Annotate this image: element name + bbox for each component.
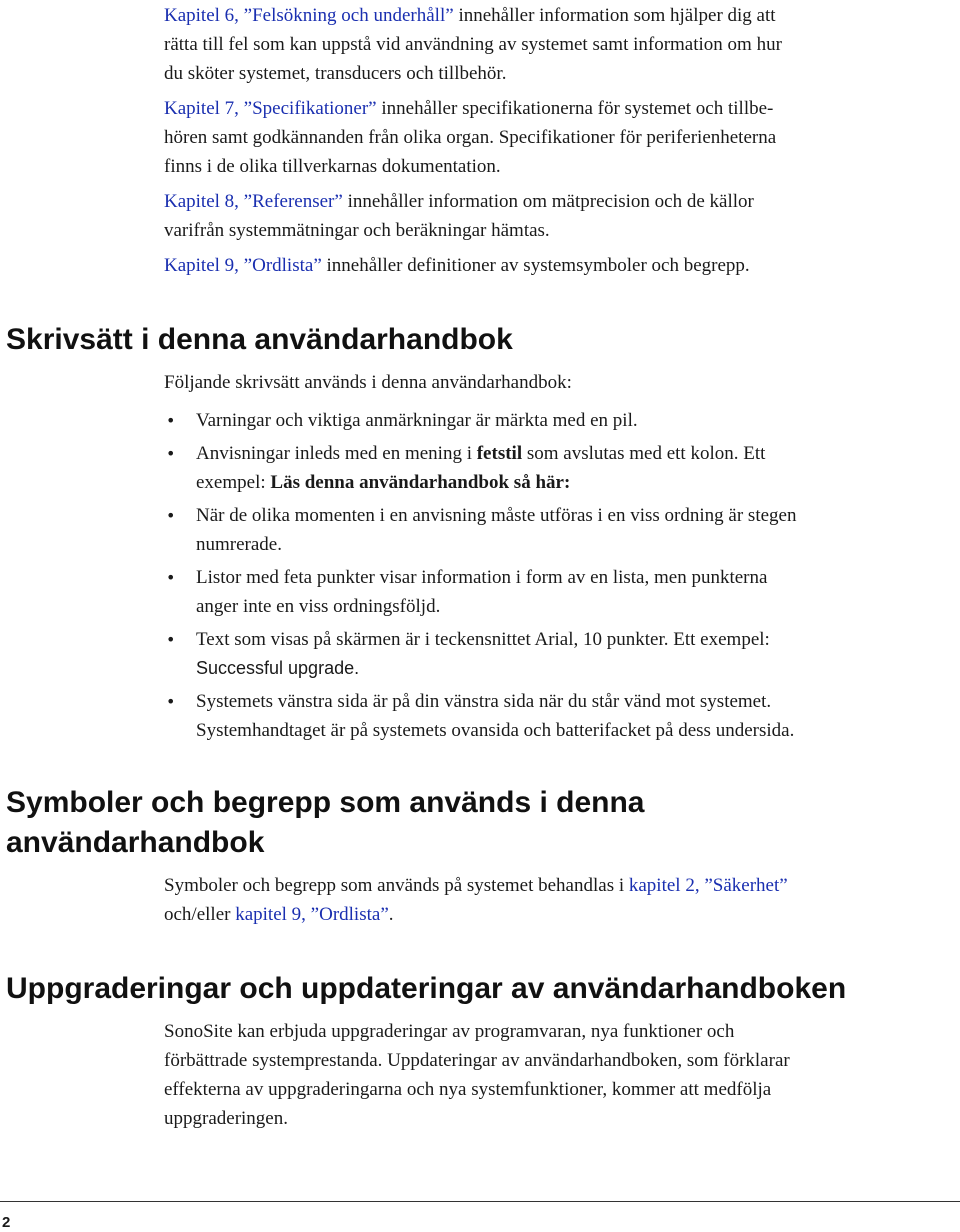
bullet-icon: • bbox=[166, 692, 176, 711]
bold-instruction-example: Läs denna användarhandbok så här: bbox=[270, 472, 571, 493]
list-item: • Text som visas på skärmen är i teckensnittet Arial, 10 punkter. Ett exempel: Successful upgrade. bbox=[164, 625, 960, 683]
conventions-list bbox=[164, 406, 960, 749]
link-chapter-8[interactable]: Kapitel 8, ”Referenser” bbox=[164, 191, 343, 212]
bullet-icon: • bbox=[166, 506, 176, 525]
list-item: • Listor med feta punkter visar information i form av en lista, men punkterna anger inte en viss ordningsföljd. bbox=[164, 563, 960, 621]
paragraph-chapter-6: Kapitel 6, ”Felsökning och underhåll” innehåller information som hjälper dig att rätta till fel som kan uppstå vid användning av systemet samt information om hur du sköter systemet, transducers och tillbehör. bbox=[164, 5, 782, 84]
heading-conventions: Skrivsätt i denna användarhandbok bbox=[6, 323, 513, 356]
list-item: • Anvisningar inleds med en mening i fetstil som avslutas med ett kolon. Ett exempel: Läs denna användarhandbok så här: bbox=[164, 439, 960, 497]
heading-upgrades: Uppgraderingar och uppdateringar av användarhandboken bbox=[6, 972, 847, 1005]
page-number: 2 bbox=[2, 1214, 11, 1231]
link-chapter-9-glossary[interactable]: kapitel 9, ”Ordlista” bbox=[235, 904, 389, 925]
link-chapter-7[interactable]: Kapitel 7, ”Specifikationer” bbox=[164, 98, 377, 119]
conventions-intro: Följande skrivsätt används i denna användarhandbok: bbox=[164, 372, 572, 393]
list-item: • Systemets vänstra sida är på din vänstra sida när du står vänd mot systemet. Systemhandtaget är på systemets ovansida och batterifacket på dess undersida. bbox=[164, 687, 960, 745]
list-item: • Varningar och viktiga anmärkningar är märkta med en pil. bbox=[164, 406, 960, 435]
symbols-paragraph: Symboler och begrepp som används på systemet behandlas i kapitel 2, ”Säkerhet” och/eller kapitel 9, ”Ordlista”. bbox=[164, 875, 788, 925]
link-chapter-2[interactable]: kapitel 2, ”Säkerhet” bbox=[628, 875, 788, 896]
link-chapter-6[interactable]: Kapitel 6, ”Felsökning och underhåll” bbox=[164, 5, 454, 26]
upgrades-paragraph: SonoSite kan erbjuda uppgraderingar av programvaran, nya funktioner och förbättrade systemprestanda. Uppdateringar av användarhandboken, som förklarar effekterna av uppgraderingarna och nya systemfunktioner, kommer att medfölja uppgraderingen. bbox=[164, 1021, 790, 1129]
bullet-icon: • bbox=[166, 568, 176, 587]
footer-divider bbox=[0, 1201, 960, 1202]
screen-text-example: Successful upgrade. bbox=[196, 658, 360, 678]
paragraph-chapter-7: Kapitel 7, ”Specifikationer” innehåller specifikationerna för systemet och tillbe- hören samt godkännanden från olika organ. Specifikationer för periferienheterna finns i de olika tillverkarnas dokumentation. bbox=[164, 98, 777, 177]
heading-symbols: Symboler och begrepp som används i denna användarhandbok bbox=[6, 786, 645, 859]
paragraph-chapter-8: Kapitel 8, ”Referenser” innehåller information om mätprecision och de källor varifrån systemmätningar och beräkningar hämtas. bbox=[164, 191, 754, 241]
paragraph-chapter-9: Kapitel 9, ”Ordlista” innehåller definitioner av systemsymboler och begrepp. bbox=[164, 255, 750, 276]
link-chapter-9[interactable]: Kapitel 9, ”Ordlista” bbox=[164, 255, 322, 276]
list-item: • När de olika momenten i en anvisning måste utföras i en viss ordning är stegen numrerade. bbox=[164, 501, 960, 559]
bullet-icon: • bbox=[166, 411, 176, 430]
bullet-icon: • bbox=[166, 630, 176, 649]
bullet-icon: • bbox=[166, 444, 176, 463]
bold-example: fetstil bbox=[476, 443, 523, 464]
